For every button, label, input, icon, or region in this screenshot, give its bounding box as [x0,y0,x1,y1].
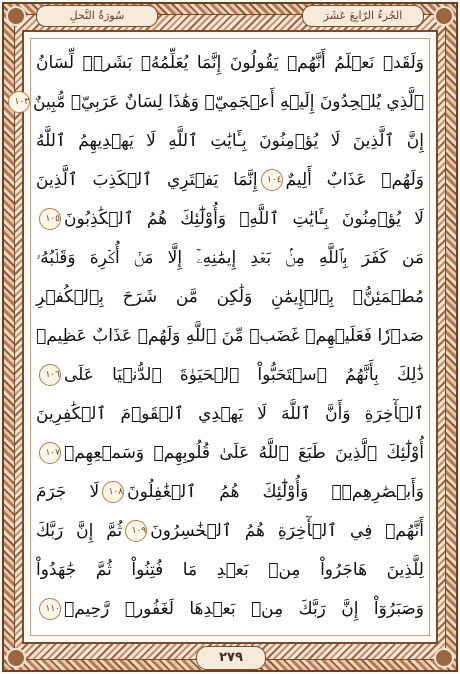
page-header [22,4,438,28]
verse-line [34,356,426,395]
verse-line [34,395,426,434]
verse-text: مُطۡمَئِنُّۢ بِٱلۡإِيمَٰنِ وَلَٰكِن مَّن شَرَحَ بِٱلۡكُفۡرِ [36,287,424,307]
verse-line [34,161,426,200]
ayah-number-marker: ١٠٤ [261,169,283,191]
verse-text: ٱلۡأٓخِرَةِ وَأَنَّ ٱللَّهَ لَا يَهۡدِي ٱلۡقَوۡمَ ٱلۡكَٰفِرِينَ [36,404,424,424]
verse-line [14,83,426,122]
verse-text: أُوْلَٰٓئِكَ ٱلَّذِينَ طَبَعَ ٱللَّهُ عَلَىٰ قُلُوبِهِمۡ وَسَمۡعِهِمۡ [64,443,424,463]
page-number: ٢٧٩ [196,646,266,670]
verse-text: لِلَّذِينَ هَاجَرُواْ مِنۢ بَعۡدِ مَا فُتِنُواْ ثُمَّ جَٰهَدُواْ [36,560,424,580]
verse-text: وَلَهُمۡ عَذَابٌ أَلِيمٌ [285,170,424,190]
verse-line [34,317,426,356]
verse-text: لَا جَرَمَ [36,482,100,502]
corner-ornament-icon [434,648,454,668]
verse-text: وَلَقَدۡ نَعۡلَمُ أَنَّهُمۡ يَقُولُونَ إِنَّمَا يُعَلِّمُهُۥ بَشَرٞۗ لِّسَانُ [36,53,424,73]
verse-text: لَا يُؤۡمِنُونَ بِـَٔايَٰتِ ٱللَّهِۖ وَأُوْلَٰٓئِكَ هُمُ ٱلۡكَٰذِبُونَ [64,209,424,229]
ayah-number-marker: ١٠٨ [102,481,124,503]
corner-ornament-icon [6,648,26,668]
verse-line [34,434,426,473]
ayah-number-marker: ١٠٥ [39,208,61,230]
verse-text: وَصَبَرُوٓاْ إِنَّ رَبَّكَ مِنۢ بَعۡدِهَا لَغَفُورٞ رَّحِيمٞ [64,599,424,619]
verse-text: مَن كَفَرَ بِٱللَّهِ مِنۢ بَعۡدِ إِيمَٰنِهِۦٓ إِلَّا مَنۡ أُكۡرِهَ وَقَلۡبُهُۥ [36,248,424,268]
ayah-number-marker: ١٠٩ [125,520,147,542]
verse-line [34,239,426,278]
verse-line [34,473,426,512]
verse-text: أَنَّهُمۡ فِي ٱلۡأٓخِرَةِ هُمُ ٱلۡخَٰسِرُونَ [150,521,424,541]
ayah-number-marker: ١٠٦ [39,364,61,386]
verse-text: إِنَّ ٱلَّذِينَ لَا يُؤۡمِنُونَ بِـَٔايَٰتِ ٱللَّهِ لَا يَهۡدِيهِمُ ٱللَّهُ [36,131,424,151]
surah-label: سُورَةُ النَّحلِ [36,5,158,27]
verse-text: وَأَبۡصَٰرِهِمۡۖ وَأُوْلَٰٓئِكَ هُمُ ٱلۡغَٰفِلُونَ [127,482,424,502]
verse-line [34,512,426,551]
ayah-number-marker: ١٠٣ [8,91,30,113]
verse-line [34,551,426,590]
verse-line [34,44,426,83]
verse-text: ٱلَّذِي يُلۡحِدُونَ إِلَيۡهِ أَعۡجَمِيّٞ وَهَٰذَا لِسَانٌ عَرَبِيّٞ مُّبِينٌ [33,92,424,112]
juz-label: الجُزءُ الرّابِعَ عَشَرَ [302,5,424,27]
verse-text: ثُمَّ إِنَّ رَبَّكَ [36,521,123,541]
verse-line [34,278,426,317]
verse-text: إِنَّمَا يَفۡتَرِي ٱلۡكَذِبَ ٱلَّذِينَ [36,170,258,190]
verse-line [34,590,426,629]
verse-text: ذَٰلِكَ بِأَنَّهُمُ ٱسۡتَحَبُّواْ ٱلۡحَيَوٰةَ ٱلدُّنۡيَا عَلَى [64,365,424,385]
verse-line [34,200,426,239]
ayah-number-marker: ١٠٧ [39,442,61,464]
ayah-number-marker: ١١٠ [39,598,61,620]
verse-text: صَدۡرٗا فَعَلَيۡهِمۡ غَضَبٞ مِّنَ ٱللَّهِ وَلَهُمۡ عَذَابٌ عَظِيمٞ [36,326,424,346]
verse-lines [14,44,426,630]
verse-line [34,122,426,161]
